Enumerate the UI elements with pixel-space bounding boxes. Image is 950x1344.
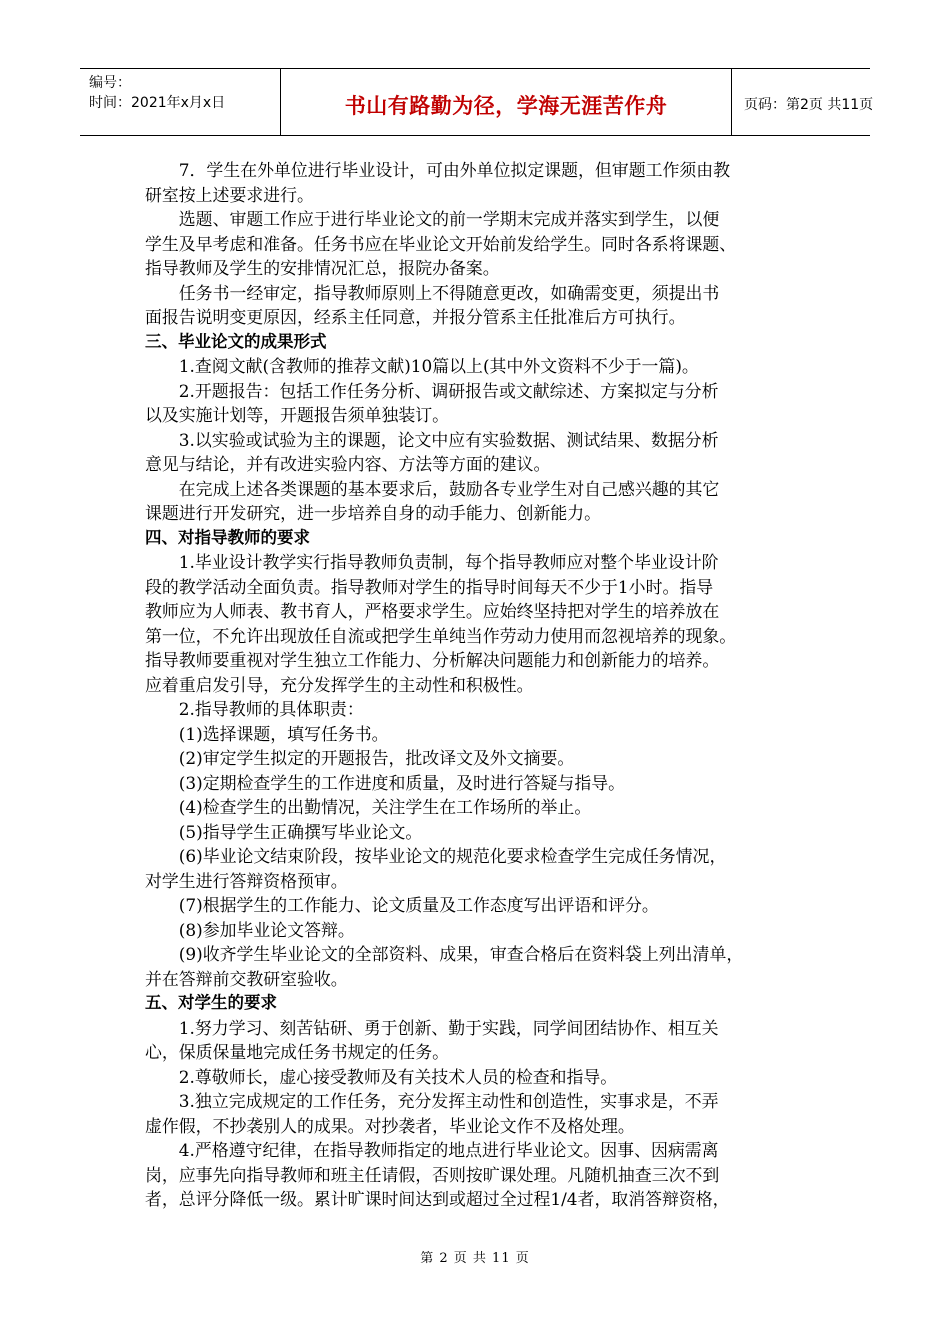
text-line: 教师应为人师表、教书育人，严格要求学生。应始终坚持把对学生的培养放在 — [145, 601, 720, 621]
text-line: (1)选择课题，填写任务书。 — [178, 723, 389, 744]
text-line: 段的教学活动全面负责。指导教师对学生的指导时间每天不少于1小时。指导 — [145, 576, 714, 597]
text-line: (8)参加毕业论文答辩。 — [178, 919, 355, 940]
text-line: (3)定期检查学生的工作进度和质量，及时进行答疑与指导。 — [178, 772, 625, 793]
text-line: (2)审定学生拟定的开题报告，批改译文及外文摘要。 — [178, 748, 575, 768]
header-motto: 书山有路勤为径，学海无涯苦作舟 — [281, 69, 732, 135]
text-line: 并在答辩前交教研室验收。 — [145, 968, 348, 989]
text-line: 第一位，不允许出现放任自流或把学生单纯当作劳动力使用而忽视培养的现象。 — [145, 625, 737, 646]
text-line: 课题进行开发研究，进一步培养自身的动手能力、创新能力。 — [145, 503, 602, 523]
paragraph — [145, 281, 815, 330]
text-line: (7)根据学生的工作能力、论文质量及工作态度写出评语和评分。 — [178, 895, 659, 915]
text-line: 面报告说明变更原因，经系主任同意，并报分管系主任批准后方可执行。 — [145, 307, 686, 327]
paragraph — [145, 207, 815, 281]
text-line: 3.独立完成规定的工作任务，充分发挥主动性和创造性，实事求是，不弄 — [178, 1091, 719, 1111]
paragraph — [145, 746, 815, 771]
text-line: 指导教师及学生的安排情况汇总，报院办备案。 — [145, 258, 500, 278]
text-line: 2.尊敬师长，虚心接受教师及有关技术人员的检查和指导。 — [178, 1066, 618, 1087]
section-heading: 四、对指导教师的要求 — [145, 527, 310, 547]
paragraph — [145, 722, 815, 747]
text-line: 1.毕业设计教学实行指导教师负责制，每个指导教师应对整个毕业设计阶 — [178, 552, 719, 572]
paragraph — [145, 771, 815, 796]
paragraph — [145, 1138, 815, 1212]
paragraph — [145, 942, 815, 991]
text-line: 指导教师要重视对学生独立工作能力、分析解决问题能力和创新能力的培养。 — [145, 650, 720, 670]
text-line: 在完成上述各类课题的基本要求后，鼓励各专业学生对自己感兴趣的其它 — [178, 478, 720, 499]
section-heading: 五、对学生的要求 — [145, 993, 277, 1012]
text-line: 7．学生在外单位进行毕业设计，可由外单位拟定课题，但审题工作须由教 — [178, 160, 731, 180]
text-line: 1.努力学习、刻苦钻研、勇于创新、勤于实践，同学间团结协作、相互关 — [178, 1017, 719, 1038]
text-line: 学生及早考虑和准备。任务书应在毕业论文开始前发给学生。同时各系将课题、 — [145, 233, 737, 254]
paragraph — [145, 379, 815, 428]
header-meta — [80, 69, 281, 135]
text-line: 心，保质保量地完成任务书规定的任务。 — [145, 1042, 450, 1062]
paragraph — [145, 844, 815, 893]
paragraph — [145, 893, 815, 918]
text-line: 岗，应事先向指导教师和班主任请假，否则按旷课处理。凡随机抽查三次不到 — [145, 1164, 720, 1185]
text-line: 虚作假，不抄袭别人的成果。对抄袭者，毕业论文作不及格处理。 — [145, 1115, 635, 1136]
paragraph — [145, 550, 815, 697]
text-line: 对学生进行答辩资格预审。 — [145, 870, 348, 891]
text-line: 应着重启发引导，充分发挥学生的主动性和积极性。 — [145, 674, 534, 695]
paragraph — [145, 918, 815, 943]
document-body — [145, 158, 815, 1212]
paragraph — [145, 1065, 815, 1090]
doc-date: 时间：2021年x月x日 — [89, 95, 226, 111]
text-line: 研室按上述要求进行。 — [145, 184, 314, 205]
text-line: (4)检查学生的出勤情况，关注学生在工作场所的举止。 — [178, 797, 592, 817]
paragraph — [145, 428, 815, 477]
paragraph — [145, 820, 815, 845]
paragraph — [145, 795, 815, 820]
paragraph — [145, 1089, 815, 1138]
text-line: 者，总评分降低一级。累计旷课时间达到或超过全过程1/4者，取消答辩资格， — [145, 1189, 730, 1209]
paragraph — [145, 354, 815, 379]
paragraph — [145, 1016, 815, 1065]
paragraph — [145, 697, 815, 722]
section-heading: 三、毕业论文的成果形式 — [145, 331, 327, 351]
text-line: 意见与结论，并有改进实验内容、方法等方面的建议。 — [145, 454, 551, 474]
page-footer: 第 2 页 共 11 页 — [420, 1251, 530, 1266]
text-line: 以及实施计划等，开题报告须单独装订。 — [145, 405, 450, 425]
page-header — [80, 68, 874, 136]
paragraph — [145, 158, 815, 207]
doc-number-label: 编号： — [89, 75, 131, 91]
header-page-info: 页码：第2页 共11页 — [744, 97, 874, 113]
text-line: 3.以实验或试验为主的课题，论文中应有实验数据、测试结果、数据分析 — [178, 429, 719, 450]
text-line: 选题、审题工作应于进行毕业论文的前一学期末完成并落实到学生，以便 — [178, 209, 720, 229]
text-line: (5)指导学生正确撰写毕业论文。 — [178, 821, 423, 842]
text-line: (6)毕业论文结束阶段，按毕业论文的规范化要求检查学生完成任务情况， — [178, 846, 727, 866]
paragraph — [145, 477, 815, 526]
text-line: (9)收齐学生毕业论文的全部资料、成果，审查合格后在资料袋上列出清单， — [178, 944, 744, 964]
text-line: 2.开题报告：包括工作任务分析、调研报告或文献综述、方案拟定与分析 — [178, 380, 719, 401]
text-line: 1.查阅文献(含教师的推荐文献)10篇以上(其中外文资料不少于一篇)。 — [178, 356, 699, 376]
text-line: 任务书一经审定，指导教师原则上不得随意更改，如确需变更，须提出书 — [178, 282, 720, 303]
text-line: 2.指导教师的具体职责： — [178, 699, 364, 719]
text-line: 4.严格遵守纪律，在指导教师指定的地点进行毕业论文。因事、因病需离 — [178, 1140, 719, 1160]
